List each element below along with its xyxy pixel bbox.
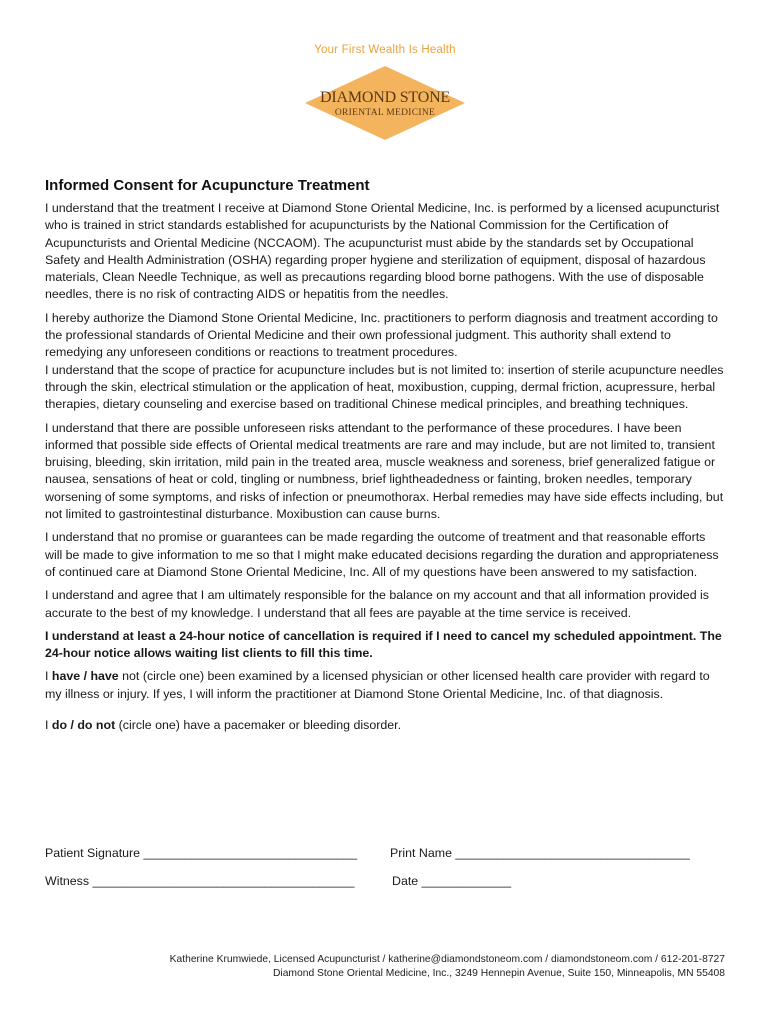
text-rest: (circle one) have a pacemaker or bleeding disorder. xyxy=(115,718,402,733)
text-rest: not (circle one) been examined by a licensed physician or other licensed health care provider with regard to my illness or injury. If yes, I will inform the practitioner at Diamond Stone Oriental Medicine, Inc. of that diagnosis. xyxy=(45,669,710,701)
circle-choice-do[interactable]: do / do not xyxy=(51,718,116,733)
paragraph-authorization: I hereby authorize the Diamond Stone Oriental Medicine, Inc. practitioners to perform diagnosis and treatment according to the professional standards of Oriental Medicine and their own professional judgment. This authority shall extend to remedying any unforeseen conditions or reactions to treatment procedures. xyxy=(45,310,718,360)
text-prefix: I xyxy=(45,669,52,684)
consent-body xyxy=(45,177,725,740)
circle-choice-have[interactable]: have / have xyxy=(51,669,119,684)
paragraph-fees: I understand and agree that I am ultimately responsible for the balance on my account and that all information provided is accurate to the best of my knowledge. I understand that all fees are payable at the time service is received. xyxy=(45,588,709,620)
print-name-field[interactable]: Print Name __________________________________ xyxy=(390,846,690,860)
paragraph-scope: I understand that the scope of practice for acupuncture includes but is not limited to: insertion of sterile acupuncture needles through the skin, electrical stimulation or the application of heat, moxibustion, cupping, dermal friction, acupressure, herbal therapies, dietary counseling and exercise based on traditional Chinese medical principles, and breathing techniques. xyxy=(45,362,724,412)
paragraph-standards: I understand that the treatment I receive at Diamond Stone Oriental Medicine, Inc. is performed by a licensed acupuncturist who is trained in strict standards established for acupuncturists by the National Commission for the Certification of Acupuncturists and Oriental Medicine (NCCAOM). The acupuncturist must abide by the standards set by Occupational Safety and Health Administration (OSHA) regarding proper hygiene and sterilization of equipment, disposal of hazardous materials, Clean Needle Technique, as well as precautions regarding blood borne pathogens. With the use of disposable needles, there is no risk of contracting AIDS or hepatitis from the needles. xyxy=(45,201,720,302)
paragraph-outcomes: I understand that no promise or guarantees can be made regarding the outcome of treatment and that reasonable efforts will be made to give information to me so that I might make educated decisions regarding the duration and appropriateness of continued care at Diamond Stone Oriental Medicine, Inc. All of my questions have been answered to my satisfaction. xyxy=(45,530,719,579)
paragraph-risks: I understand that there are possible unforeseen risks attendant to the performance of these procedures. I have been informed that possible side effects of Oriental medical treatments are rare and may include, but are not limited to, transient bruising, bleeding, skin irritation, mild pain in the treated area, muscle weakness and soreness, brief generalized fatigue or nausea, sensations of heat or cold, tingling or numbness, brief lightheadedness or fainting, broken needles, temporary worsening of some symptoms, and risks of infection or pneumothorax. Herbal remedies may have side effects including, but not limited to gastrointestinal disturbance. Moxibustion can cause burns. xyxy=(45,420,724,522)
page-title: Informed Consent for Acupuncture Treatment xyxy=(45,177,370,194)
patient-signature-field[interactable]: Patient Signature _______________________________ xyxy=(45,846,358,860)
footer-line-address: Diamond Stone Oriental Medicine, Inc., 3249 Hennepin Avenue, Suite 150, Minneapolis, MN 55408 xyxy=(272,968,725,979)
tagline: Your First Wealth Is Health xyxy=(314,44,456,56)
witness-field[interactable]: Witness ______________________________________ xyxy=(45,874,355,888)
text-prefix: I xyxy=(45,718,52,733)
letterhead xyxy=(0,0,770,150)
paragraph-pacemaker xyxy=(45,717,725,734)
date-field[interactable]: Date _____________ xyxy=(392,874,512,888)
footer-contact xyxy=(170,953,725,981)
logo-name: DIAMOND STONE xyxy=(320,89,450,106)
paragraph-cancellation: I understand at least a 24-hour notice of cancellation is required if I need to cancel my scheduled appointment. The 24-hour notice allows waiting list clients to fill this time. xyxy=(45,628,722,661)
paragraph-physician-exam xyxy=(45,668,725,703)
logo-subtitle: ORIENTAL MEDICINE xyxy=(334,108,436,118)
footer-line-contact: Katherine Krumwiede, Licensed Acupuncturist / katherine@diamondstoneom.com / diamondstoneom.com / 612-201-8727 xyxy=(169,954,725,965)
